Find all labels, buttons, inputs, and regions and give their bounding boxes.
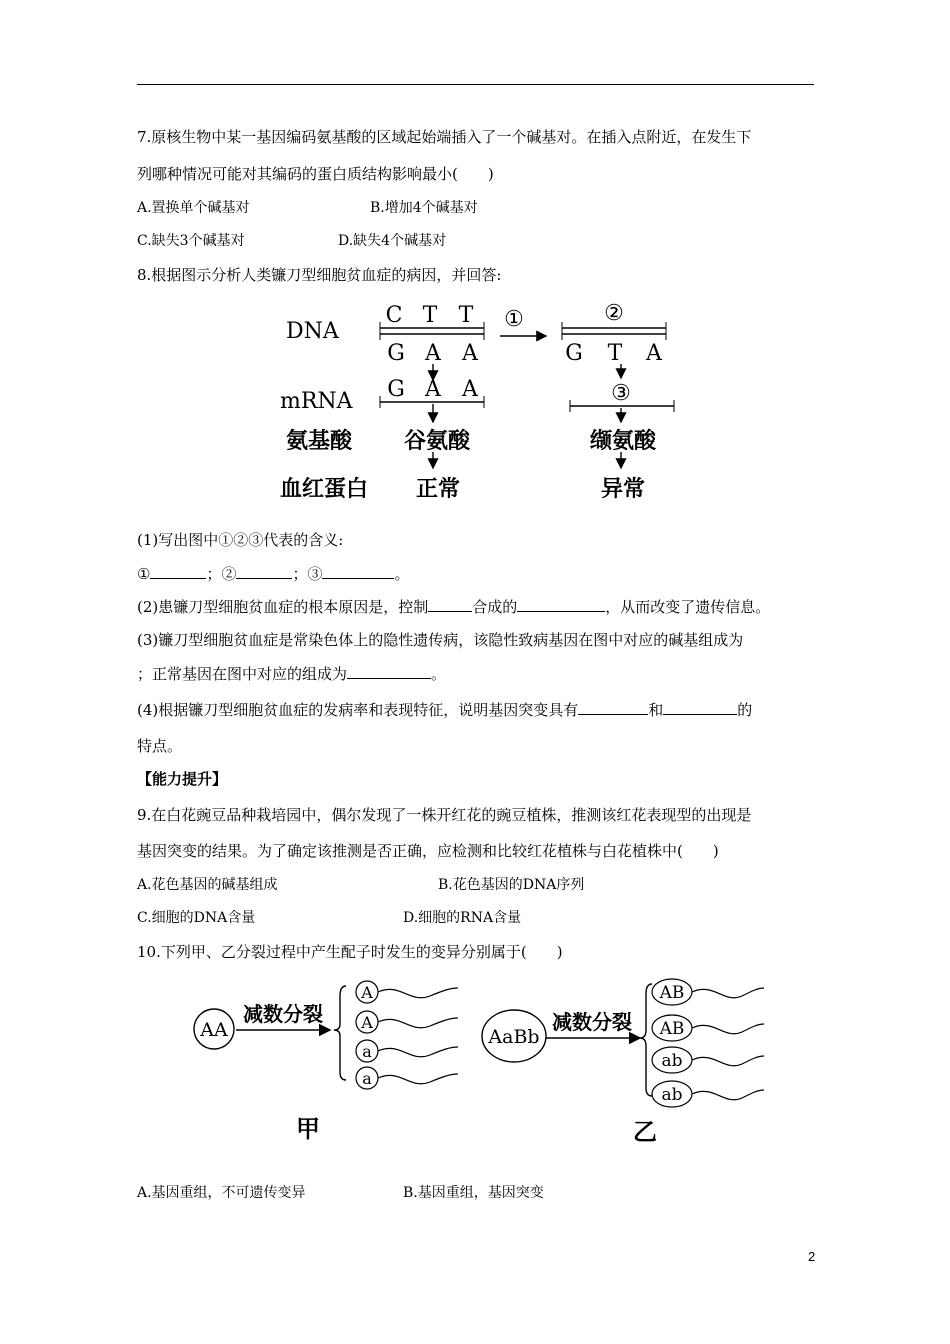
abnormal-protein: 异常: [600, 476, 646, 502]
q8-sub4-line2: 特点。: [137, 737, 183, 755]
q8-sub4-line1: (4)根据镰刀型细胞贫血症的发病率和表现特征，说明基因突变具有 和 的: [137, 701, 753, 719]
gamete-yi-3: ab: [661, 1051, 683, 1071]
q9-option-c: C.细胞的DNA含量: [137, 910, 256, 926]
q10-option-b: B.基因重组，基因突变: [403, 1185, 544, 1201]
gamete-jia-4: a: [362, 1069, 372, 1088]
page-number: 2: [808, 1249, 816, 1264]
mrna-label: mRNA: [280, 389, 353, 414]
valine: 缬氨酸: [589, 428, 657, 454]
parent-aa: AA: [200, 1019, 228, 1041]
mutant-dna-base-3: A: [646, 341, 662, 366]
caption-yi: 乙: [633, 1117, 657, 1146]
q10-stem: 10.下列甲、乙分裂过程中产生配子时发生的变异分别属于( ): [137, 943, 563, 961]
step-1-marker: ①: [504, 307, 524, 332]
gamete-jia-3: a: [362, 1042, 372, 1061]
q7-option-d: D.缺失4个碱基对: [338, 233, 447, 249]
answer-blank-5[interactable]: [517, 597, 605, 612]
step-2-marker: ②: [604, 301, 624, 326]
q8-sub1: (1)写出图中①②③代表的含义:: [137, 531, 344, 549]
parent-aabb: AaBb: [488, 1026, 540, 1048]
answer-blank-1[interactable]: [150, 564, 206, 579]
gamete-jia-1: A: [361, 983, 373, 1002]
gamete-yi-4: ab: [661, 1085, 683, 1105]
answer-blank-6[interactable]: [347, 664, 431, 679]
caption-jia: 甲: [296, 1114, 320, 1143]
answer-blank-3[interactable]: [322, 564, 394, 579]
q7-option-c: C.缺失3个碱基对: [137, 233, 245, 249]
dna-top-base-2: T: [422, 303, 438, 328]
mutant-dna-base-1: G: [565, 341, 583, 366]
mrna-base-3: A: [462, 377, 478, 402]
dna-top-base-1: C: [385, 303, 403, 328]
step-3-marker: ③: [611, 381, 631, 406]
q8-sub3-line1: (3)镰刀型细胞贫血症是常染色体上的隐性遗传病，该隐性致病基因在图中对应的碱基组成为: [137, 631, 744, 649]
meiosis-diagram: [180, 974, 780, 1150]
mutant-dna-base-2: T: [607, 341, 623, 366]
q7-option-a: A.置换单个碱基对: [137, 200, 250, 216]
answer-blank-4[interactable]: [428, 597, 472, 612]
q9-option-d: D.细胞的RNA含量: [403, 910, 522, 926]
dna-bottom-base-3: A: [462, 341, 478, 366]
glutamic-acid: 谷氨酸: [403, 428, 471, 454]
dna-bottom-base-1: G: [387, 341, 405, 366]
gamete-jia-2: A: [361, 1013, 373, 1032]
normal-protein: 正常: [415, 476, 461, 502]
q8-sub2: (2)患镰刀型细胞贫血症的根本原因是，控制 合成的 ，从而改变了遗传信息。: [137, 598, 771, 616]
section-title: 【能力提升】: [137, 770, 228, 788]
q7-stem-line2: 列哪种情况可能对其编码的蛋白质结构影响最小( ): [137, 165, 494, 183]
hemoglobin-label: 血红蛋白: [280, 476, 369, 502]
gamete-yi-1: AB: [659, 983, 685, 1003]
q9-stem-line1: 9.在白花豌豆品种栽培园中，偶尔发现了一株开红花的豌豆植株，推测该红花表现型的出现是: [137, 806, 752, 824]
q9-stem-line2: 基因突变的结果。为了确定该推测是否正确，应检测和比较红花植株与白花植株中( ): [137, 842, 719, 860]
amino-acid-label: 氨基酸: [286, 428, 353, 454]
header-rule: [137, 84, 814, 85]
dna-top-base-3: T: [458, 303, 474, 328]
q9-option-b: B.花色基因的DNA序列: [438, 877, 585, 893]
sickle-cell-diagram: [270, 296, 690, 508]
mrna-base-1: G: [387, 377, 405, 402]
q8-sub3-line2: ；正常基因在图中对应的组成为 。: [137, 665, 447, 683]
dna-label: DNA: [286, 319, 339, 344]
q10-option-a: A.基因重组，不可遗传变异: [137, 1185, 306, 1201]
answer-blank-7[interactable]: [578, 700, 648, 715]
answer-blank-2[interactable]: [236, 564, 292, 579]
q7-stem-line1: 7.原核生物中某一基因编码氨基酸的区域起始端插入了一个碱基对。在插入点附近，在发生下: [137, 128, 752, 146]
mrna-base-2: A: [425, 377, 441, 402]
q8-stem: 8.根据图示分析人类镰刀型细胞贫血症的病因，并回答:: [137, 266, 502, 284]
dna-bottom-base-2: A: [425, 341, 441, 366]
q7-option-b: B.增加4个碱基对: [370, 200, 478, 216]
q9-option-a: A.花色基因的碱基组成: [137, 877, 278, 893]
answer-blank-8[interactable]: [663, 700, 737, 715]
meiosis-label-yi: 减数分裂: [552, 1010, 632, 1034]
q8-sub1-answers: ① ；② ；③ 。: [137, 565, 410, 583]
meiosis-label-jia: 减数分裂: [243, 1002, 323, 1026]
gamete-yi-2: AB: [659, 1019, 685, 1039]
